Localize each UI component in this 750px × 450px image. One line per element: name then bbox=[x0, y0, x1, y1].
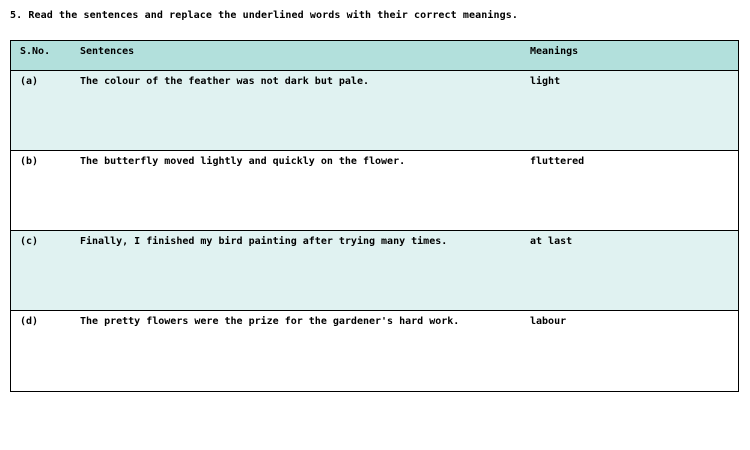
header-meanings: Meanings bbox=[530, 46, 579, 57]
row-sno: (d) bbox=[20, 316, 39, 327]
header-sentences: Sentences bbox=[80, 46, 135, 57]
table-row bbox=[11, 151, 738, 231]
row-meaning: fluttered bbox=[530, 156, 585, 167]
row-meaning: labour bbox=[530, 316, 567, 327]
row-sentence: The butterfly moved lightly and quickly on the flower. bbox=[80, 156, 406, 167]
row-sentence: The colour of the feather was not dark but pale. bbox=[80, 76, 369, 87]
meanings-table bbox=[10, 40, 739, 392]
header-sno: S.No. bbox=[20, 46, 51, 57]
row-sno: (a) bbox=[20, 76, 39, 87]
row-meaning: light bbox=[530, 76, 561, 87]
table-row bbox=[11, 71, 738, 151]
row-sno: (b) bbox=[20, 156, 39, 167]
row-sentence: The pretty flowers were the prize for the gardener's hard work. bbox=[80, 316, 460, 327]
table-row bbox=[11, 311, 738, 391]
table-row bbox=[11, 231, 738, 311]
row-meaning: at last bbox=[530, 236, 573, 247]
table-header-row bbox=[11, 41, 738, 71]
instruction-text: 5. Read the sentences and replace the underlined words with their correct meanings. bbox=[10, 10, 519, 21]
row-sentence: Finally, I finished my bird painting after trying many times. bbox=[80, 236, 448, 247]
row-sno: (c) bbox=[20, 236, 39, 247]
